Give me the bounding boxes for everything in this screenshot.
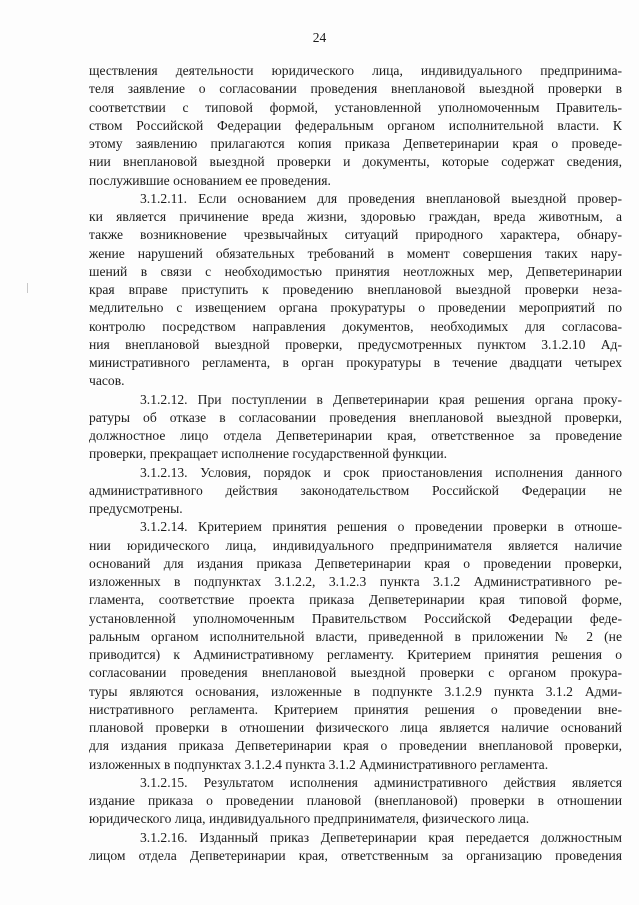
- text-line: должностное лицо отдела Депветеринарии края, ответственное за проведение: [89, 428, 622, 443]
- text-line: оснований для издания приказа Депветеринарии края о проведении проверки,: [89, 555, 622, 571]
- text-line: ки является причинение вреда жизни, здоровью граждан, вреда животным, а: [89, 209, 622, 224]
- text-line: медлительно с извещением органа прокуратуры о проведении мероприятий по: [89, 300, 622, 316]
- text-line: края вправе приступить к проведению внеплановой выездной проверки неза-: [89, 282, 622, 297]
- text-line: плановой проверки в отношении физического лица является наличие оснований: [89, 720, 622, 735]
- text-line: для издания приказа Депветеринарии края о проведении внеплановой проверки,: [89, 738, 622, 754]
- text-line: нии внеплановой выездной проверки и документы, которые содержат сведения,: [89, 154, 622, 170]
- text-line: лицом отдела Депветеринарии края, ответственным за организацию проведения: [89, 847, 622, 863]
- text-line: 3.1.2.13. Условия, порядок и срок приостановления исполнения данного: [140, 464, 622, 480]
- margin-mark: [27, 283, 28, 293]
- text-line: установленной уполномоченным Правительством Российской Федерации феде-: [89, 610, 622, 626]
- page-number: 24: [312, 30, 327, 45]
- text-line: этому заявлению прилагаются копия приказа Депветеринарии края о проведе-: [89, 136, 622, 151]
- text-line: часов.: [89, 373, 125, 389]
- text-line: контролю посредством направления документов, необходимых для согласова-: [89, 318, 622, 334]
- text-line: ществления деятельности юридического лица, индивидуального предпринима-: [89, 63, 622, 78]
- text-line: издание приказа о проведении плановой (внеплановой) проверки в отношении: [89, 793, 622, 808]
- text-line: нистративного регламента. Критерием принятия решения о проведении вне-: [89, 701, 622, 717]
- text-line: предусмотрены.: [89, 501, 183, 516]
- document-body: [89, 62, 622, 865]
- text-line: ральным органом исполнительной власти, приведенной в приложении № 2 (не: [89, 628, 622, 644]
- text-line: туры являются основания, изложенные в подпункте 3.1.2.9 пункта 3.1.2 Адми-: [89, 683, 622, 699]
- text-line: изложенных в подпунктах 3.1.2.4 пункта 3.1.2 Административного регламента.: [89, 756, 549, 772]
- text-line: жение нарушений обязательных требований в момент совершения таких нару-: [89, 245, 622, 261]
- text-line: административного действия законодательством Российской Федерации не: [89, 482, 622, 498]
- text-line: ния внеплановой выездной проверки, предусмотренных пунктом 3.1.2.10 Ад-: [89, 336, 622, 352]
- text-line: ством Российской Федерации федеральным органом исполнительной власти. К: [89, 117, 622, 133]
- text-line: юридического лица, индивидуального предпринимателя, физического лица.: [89, 811, 530, 827]
- text-line: ратуры об отказе в согласовании проведения внеплановой выездной проверки,: [89, 409, 622, 425]
- text-line: 3.1.2.15. Результатом исполнения административного действия является: [140, 774, 622, 790]
- text-line: послужившие основанием ее проведения.: [89, 172, 331, 188]
- text-line: нии юридического лица, индивидуального предпринимателя является наличие: [89, 537, 622, 553]
- text-line: изложенных в подпунктах 3.1.2.2, 3.1.2.3 пункта 3.1.2 Административного ре-: [89, 574, 622, 589]
- text-line: соответствии с типовой формой, установленной уполномоченным Правитель-: [89, 99, 622, 115]
- text-line: шений в связи с необходимостью принятия неотложных мер, Депветеринарии: [89, 263, 622, 279]
- text-line: приводится) к Административному регламенту. Критерием принятия решения о: [89, 647, 622, 662]
- text-line: согласовании проведения внеплановой выездной проверки с органом прокура-: [89, 665, 622, 681]
- text-line: также возникновение чрезвычайных ситуаций природного характера, обнару-: [89, 227, 622, 243]
- text-line: 3.1.2.16. Изданный приказ Депветеринарии края передается должностным: [140, 829, 622, 845]
- text-line: министративного регламента, в орган прокуратуры в течение двадцати четырех: [89, 355, 622, 370]
- text-line: гламента, соответствие проекта приказа Депветеринарии края типовой форме,: [89, 592, 622, 608]
- text-line: 3.1.2.11. Если основанием для проведения внеплановой выездной провер-: [140, 190, 622, 206]
- text-line: 3.1.2.12. При поступлении в Депветеринарии края решения органа проку-: [140, 391, 622, 407]
- text-line: теля заявление о согласовании проведения внеплановой выездной проверки в: [89, 81, 622, 97]
- text-line: 3.1.2.14. Критерием принятия решения о проведении проверки в отноше-: [140, 519, 622, 535]
- text-line: проверки, прекращает исполнение государственной функции.: [89, 446, 448, 462]
